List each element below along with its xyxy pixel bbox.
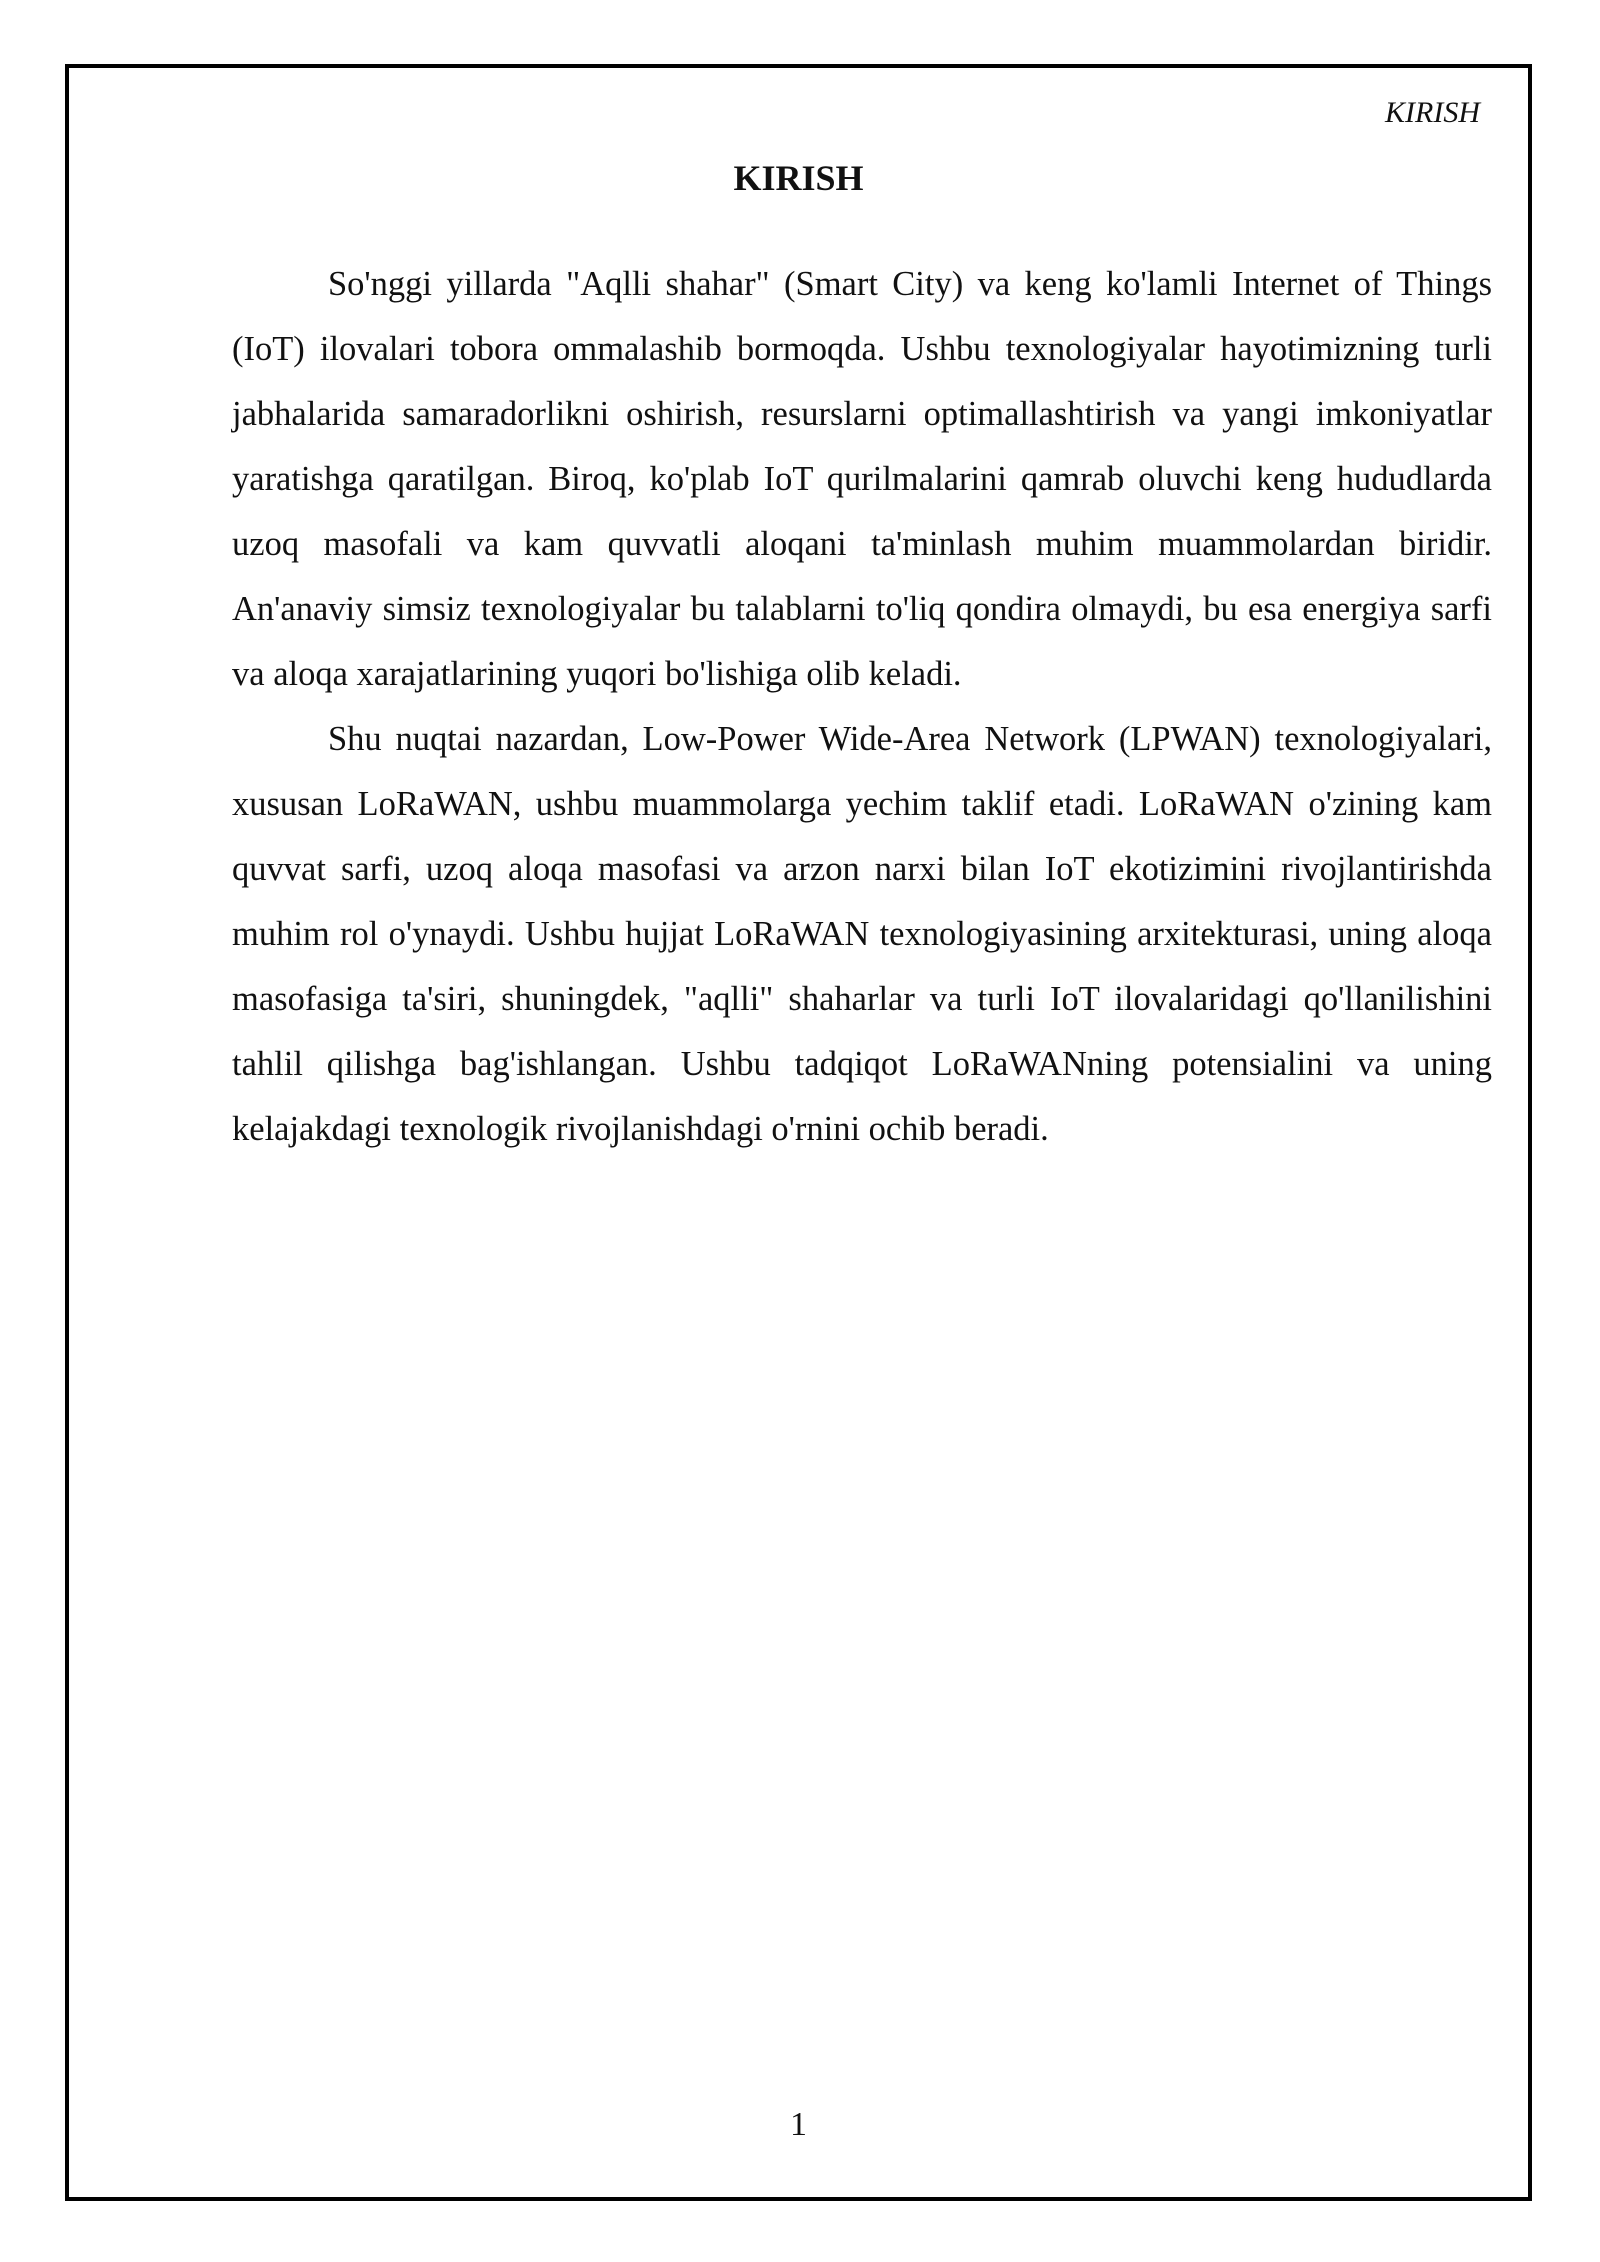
paragraph-intro: So'nggi yillarda "Aqlli shahar" (Smart City) va keng ko'lamli Internet of Things (IoT) ilovalari tobora ommalashib bormoqda. Ushbu texnologiyalar hayotimizning turli jabhalarida samaradorlikni oshirish, resurslarni optimallashtirish va yangi imkoniyatlar yaratishga qaratilgan. Biroq, ko'plab IoT qurilmalarini qamrab oluvchi keng hududlarda uzoq masofali va kam quvvatli aloqani ta'minlash muhim muammolardan biridir. An'anaviy simsiz texnologiyalar bu talablarni to'liq qondira olmaydi, bu esa energiya sarfi va aloqa xarajatlarining yuqori bo'lishiga olib keladi. — [232, 265, 1492, 693]
document-body — [232, 252, 1492, 1162]
paragraph-lorawan: Shu nuqtai nazardan, Low-Power Wide-Area Network (LPWAN) texnologiyalari, xususan LoRaWAN, ushbu muammolarga yechim taklif etadi. LoRaWAN o'zining kam quvvat sarfi, uzoq aloqa masofasi va arzon narxi bilan IoT ekotizimini rivojlantirishda muhim rol o'ynaydi. Ushbu hujjat LoRaWAN texnologiyasining arxitekturasi, uning aloqa masofasiga ta'siri, shuningdek, "aqlli" shaharlar va turli IoT ilovalaridagi qo'llanilishini tahlil qilishga bag'ishlangan. Ushbu tadqiqot LoRaWANning potensialini va uning kelajakdagi texnologik rivojlanishdagi o'rnini ochib beradi. — [232, 720, 1492, 1148]
page-number: 1 — [790, 2106, 807, 2143]
page-border-frame — [65, 64, 1532, 2201]
page-title: KIRISH — [733, 158, 864, 198]
running-header-title: KIRISH — [1385, 96, 1480, 129]
